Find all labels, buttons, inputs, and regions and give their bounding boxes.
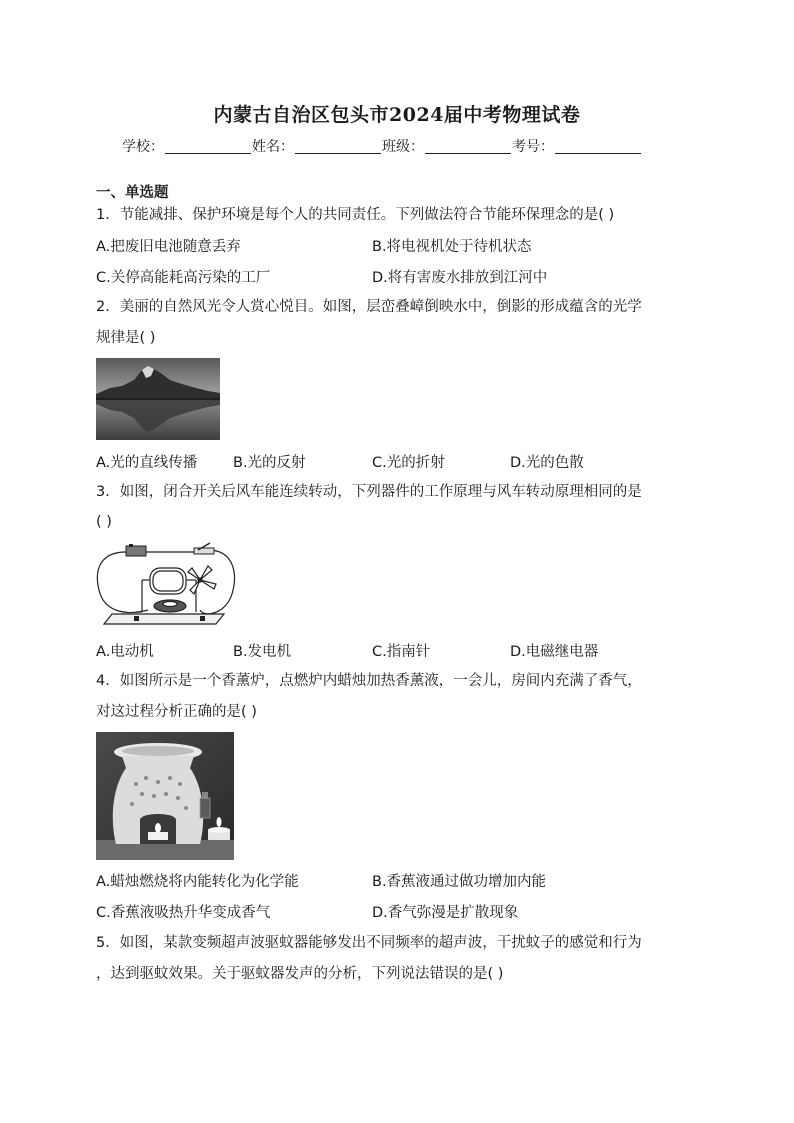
q3-option-c[interactable]: C.指南针: [372, 644, 431, 660]
q4-option-b[interactable]: B.香蕉液通过做功增加内能: [372, 874, 547, 890]
class-blank[interactable]: [425, 139, 511, 154]
q3-option-b[interactable]: B.发电机: [233, 644, 292, 660]
number-blank[interactable]: [555, 139, 641, 154]
question-5-stem-line-1: 5．如图，某款变频超声波驱蚊器能够发出不同频率的超声波，干扰蚊子的感觉和行为: [96, 935, 642, 951]
q1-option-a[interactable]: A.把废旧电池随意丢弃: [96, 239, 241, 255]
question-3-options: [96, 640, 706, 660]
question-4-options-row-1: [96, 870, 706, 890]
name-blank[interactable]: [295, 139, 381, 154]
student-info-row: [122, 136, 682, 156]
q2-option-b[interactable]: B.光的反射: [233, 455, 306, 471]
q4-option-a[interactable]: A.蜡烛燃烧将内能转化为化学能: [96, 874, 299, 890]
question-5-stem-line-2: ，达到驱蚊效果。关于驱蚊器发声的分析，下列说法错误的是( ): [96, 966, 504, 982]
q4-option-c[interactable]: C.香蕉液吸热升华变成香气: [96, 905, 271, 921]
name-label: 姓名：: [252, 139, 294, 155]
question-1-options-row-1: [96, 235, 706, 255]
mountain-reflection-photo: [96, 358, 220, 440]
section-heading: 一、单选题: [96, 185, 169, 201]
question-2-stem-line-2: 规律是( ): [96, 330, 156, 346]
school-label: 学校：: [122, 139, 164, 155]
question-1-stem: 1．节能减排、保护环境是每个人的共同责任。下列做法符合节能环保理念的是( ): [96, 207, 615, 223]
q4-option-d[interactable]: D.香气弥漫是扩散现象: [372, 905, 519, 921]
question-3-stem-line-2: ( ): [96, 514, 112, 530]
question-4-options-row-2: [96, 901, 706, 921]
question-2-options: [96, 451, 706, 471]
class-label: 班级：: [382, 139, 424, 155]
school-blank[interactable]: [165, 139, 251, 154]
question-4-stem-line-2: 对这过程分析正确的是( ): [96, 704, 257, 720]
q3-option-d[interactable]: D.电磁继电器: [510, 644, 599, 660]
q2-option-d[interactable]: D.光的色散: [510, 455, 584, 471]
question-3-stem-line-1: 3．如图，闭合开关后风车能连续转动，下列器件的工作原理与风车转动原理相同的是: [96, 484, 642, 500]
q2-option-a[interactable]: A.光的直线传播: [96, 455, 198, 471]
q3-option-a[interactable]: A.电动机: [96, 644, 154, 660]
question-4-stem-line-1: 4．如图所示是一个香薰炉，点燃炉内蜡烛加热香薰液，一会儿，房间内充满了香气，: [96, 673, 642, 689]
question-1-options-row-2: [96, 266, 706, 286]
q1-option-b[interactable]: B.将电视机处于待机状态: [372, 239, 532, 255]
q1-option-c[interactable]: C.关停高能耗高污染的工厂: [96, 270, 271, 286]
aroma-burner-photo: [96, 732, 234, 860]
windmill-circuit-diagram: [96, 540, 240, 634]
q2-option-c[interactable]: C.光的折射: [372, 455, 445, 471]
page-title: 内蒙古自治区包头市2024届中考物理试卷: [213, 104, 581, 126]
question-2-stem-line-1: 2．美丽的自然风光令人赏心悦目。如图，层峦叠嶂倒映水中，倒影的形成蕴含的光学: [96, 299, 642, 315]
number-label: 考号：: [512, 139, 554, 155]
q1-option-d[interactable]: D.将有害废水排放到江河中: [372, 270, 548, 286]
